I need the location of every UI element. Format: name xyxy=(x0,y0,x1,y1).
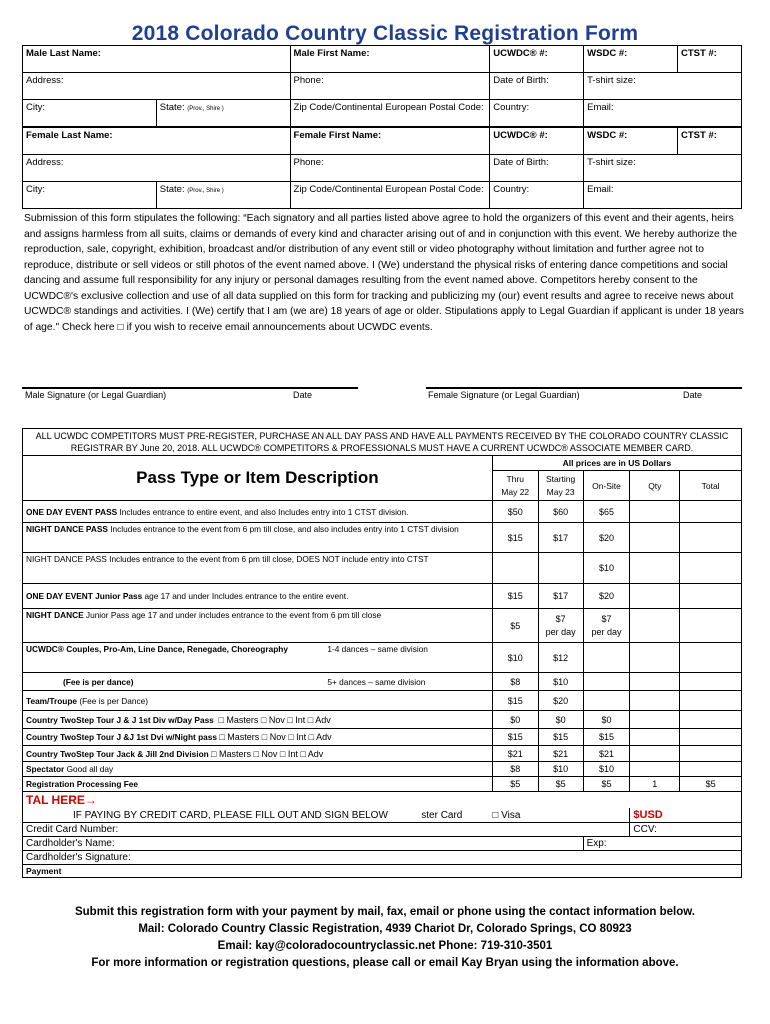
table-row xyxy=(23,729,742,746)
ccv-field[interactable]: CCV: xyxy=(630,823,742,837)
price-starting: $10 xyxy=(538,673,583,691)
contact-info xyxy=(0,904,770,972)
qty-cell[interactable]: 1 xyxy=(630,777,680,792)
female-country-field[interactable]: Country: xyxy=(490,182,584,209)
registration-notice: ALL UCWDC COMPETITORS MUST PRE-REGISTER, PURCHASE AN ALL DAY PASS AND HAVE ALL PAYMENTS RECEIVED BY THE COLORADO COUNTRY CLASSIC REGISTRAR BY June 20, 2018. ALL UCWDC® COMPETITORS & PROFESSIONALS MUST HAVE A CURRENT UCWDC® ASSOCIATE MEMBER CARD. xyxy=(23,429,742,456)
col-onsite-header: On-Site xyxy=(583,471,630,501)
division-checkboxes[interactable]: □ Masters □ Nov □ Int □ Adv xyxy=(211,748,324,759)
female-first-name-field[interactable]: Female First Name: xyxy=(290,127,490,155)
price-unit: per day xyxy=(545,626,576,637)
table-row xyxy=(23,777,742,792)
qty-cell[interactable] xyxy=(630,729,680,746)
male-ctst-field[interactable]: CTST #: xyxy=(678,46,742,73)
female-ucwdc-field[interactable]: UCWDC® #: xyxy=(490,127,584,155)
us-dollars-note: All prices are in US Dollars xyxy=(492,456,741,471)
male-ucwdc-field[interactable]: UCWDC® #: xyxy=(490,46,584,73)
col-total-header: Total xyxy=(680,471,742,501)
item-description xyxy=(23,501,493,523)
price-starting: $21 xyxy=(538,746,583,762)
price-thru xyxy=(492,553,538,584)
col-thru-line1: Thru xyxy=(506,473,524,484)
total-cell[interactable] xyxy=(680,609,742,643)
usd-label xyxy=(630,808,742,823)
table-row xyxy=(23,691,742,711)
price-thru: $15 xyxy=(492,729,538,746)
total-cell[interactable] xyxy=(680,746,742,762)
table-row xyxy=(23,673,742,691)
qty-cell[interactable] xyxy=(630,584,680,609)
item-description xyxy=(23,746,493,762)
division-checkboxes[interactable]: □ Masters □ Nov □ Int □ Adv xyxy=(218,714,331,725)
price-onsite: $65 xyxy=(583,501,630,523)
table-row xyxy=(23,609,742,643)
male-signature-label: Male Signature (or Legal Guardian) xyxy=(25,390,167,400)
item-detail: Includes entrance to entire event, and also Includes entry into 1 CTST division. xyxy=(117,506,409,517)
contact-line-1: Submit this registration form with your payment by mail, fax, email or phone using the contact information below. xyxy=(74,906,695,918)
grand-total-row xyxy=(23,792,742,809)
item-subdetail: 5+ dances – same division xyxy=(324,673,492,691)
total-cell[interactable] xyxy=(680,501,742,523)
item-name: NIGHT DANCE xyxy=(26,610,84,620)
state-hint: (Prov., Shire ) xyxy=(187,106,224,112)
male-tshirt-field[interactable]: T-shirt size: xyxy=(584,73,742,100)
male-first-name-field[interactable]: Male First Name: xyxy=(290,46,490,73)
item-description xyxy=(23,643,325,673)
price-onsite xyxy=(583,691,630,711)
total-cell[interactable] xyxy=(680,643,742,673)
price-thru: $10 xyxy=(492,643,538,673)
item-name: ONE DAY EVENT Junior Pass xyxy=(26,591,143,601)
col-starting-header xyxy=(538,471,583,501)
price-starting: $17 xyxy=(538,584,583,609)
female-email-field[interactable]: Email: xyxy=(584,182,742,209)
price-starting: $60 xyxy=(538,501,583,523)
table-row xyxy=(23,523,742,553)
price-starting xyxy=(538,609,583,643)
female-dob-field[interactable]: Date of Birth: xyxy=(490,155,584,182)
male-country-field[interactable]: Country: xyxy=(490,100,584,128)
female-signature-line[interactable] xyxy=(426,387,742,389)
item-description xyxy=(23,711,493,729)
contact-line-3: Email: kay@coloradocountryclassic.net Phone: 719-310-3501 xyxy=(217,940,553,952)
table-row xyxy=(23,746,742,762)
female-address-field[interactable]: Address: xyxy=(23,155,291,182)
item-name: ONE DAY EVENT PASS xyxy=(26,506,118,517)
qty-cell[interactable] xyxy=(630,691,680,711)
male-city-field[interactable]: City: xyxy=(23,100,157,128)
male-date-label: Date xyxy=(293,390,313,400)
table-row xyxy=(23,553,742,584)
form-title: 2018 Colorado Country Classic Registration Form xyxy=(131,22,639,45)
female-wsdc-field[interactable]: WSDC #: xyxy=(584,127,678,155)
male-dob-field[interactable]: Date of Birth: xyxy=(490,73,584,100)
table-row xyxy=(23,711,742,729)
price-onsite: $5 xyxy=(583,777,630,792)
price-starting: $15 xyxy=(538,729,583,746)
state-hint: (Prov., Shire ) xyxy=(187,188,224,194)
price-thru: $8 xyxy=(492,762,538,777)
contact-line-2: Mail: Colorado Country Classic Registration, 4939 Chariot Dr, Colorado Springs, CO 80923 xyxy=(138,923,632,935)
price-onsite: $20 xyxy=(583,584,630,609)
qty-cell[interactable] xyxy=(630,501,680,523)
item-description xyxy=(23,691,493,711)
male-email-field[interactable]: Email: xyxy=(584,100,742,128)
item-name: Team/Troupe xyxy=(26,695,78,706)
qty-cell[interactable] xyxy=(630,609,680,643)
price-thru: $50 xyxy=(492,501,538,523)
price-thru: $21 xyxy=(492,746,538,762)
total-cell[interactable] xyxy=(680,673,742,691)
item-name: Country TwoStep Tour Jack & Jill 2nd Division xyxy=(26,748,209,759)
price-thru: $15 xyxy=(492,523,538,553)
price-onsite: $0 xyxy=(583,711,630,729)
price-onsite xyxy=(583,609,630,643)
division-checkboxes[interactable]: □ Masters □ Nov □ Int □ Adv xyxy=(219,732,332,742)
female-signature-label: Female Signature (or Legal Guardian) xyxy=(428,390,580,400)
male-last-name-field[interactable]: Male Last Name: xyxy=(23,46,291,73)
price-starting: $0 xyxy=(538,711,583,729)
credit-note-text: IF PAYING BY CREDIT CARD, PLEASE FILL OUT AND SIGN BELOW xyxy=(73,809,388,821)
item-name: (Fee is per dance) xyxy=(63,676,134,687)
price-onsite: $21 xyxy=(583,746,630,762)
col-thru-header xyxy=(492,471,538,501)
price-thru: $15 xyxy=(492,584,538,609)
female-state-field[interactable] xyxy=(156,182,290,209)
item-description xyxy=(23,609,493,643)
female-tshirt-field[interactable]: T-shirt size: xyxy=(584,155,742,182)
col-start-line2: May 23 xyxy=(546,486,575,497)
total-cell[interactable] xyxy=(680,584,742,609)
col-start-line1: Starting xyxy=(545,473,576,484)
item-subdetail: 1-4 dances – same division xyxy=(324,643,492,673)
male-state-field[interactable] xyxy=(156,100,290,128)
item-detail: age 17 and under Includes entrance to the entire event. xyxy=(142,591,349,601)
qty-cell[interactable] xyxy=(630,553,680,584)
col-thru-line2: May 22 xyxy=(501,486,530,497)
pricing-table xyxy=(22,428,742,878)
female-phone-field[interactable]: Phone: xyxy=(290,155,490,182)
item-description xyxy=(23,729,493,746)
qty-cell[interactable] xyxy=(630,746,680,762)
total-cell[interactable] xyxy=(680,523,742,553)
item-detail: Junior Pass age 17 and under includes entrance to the event from 6 pm till close xyxy=(83,610,382,620)
male-phone-field[interactable]: Phone: xyxy=(290,73,490,100)
price-thru: $5 xyxy=(492,777,538,792)
pass-type-heading: Pass Type or Item Description xyxy=(23,456,493,501)
price-thru: $8 xyxy=(492,673,538,691)
qty-cell[interactable] xyxy=(630,711,680,729)
visa-option[interactable]: □ Visa xyxy=(492,808,630,823)
qty-cell[interactable] xyxy=(630,523,680,553)
price-onsite xyxy=(583,673,630,691)
price-starting: $17 xyxy=(538,523,583,553)
item-name: Country TwoStep Tour J &J 1st Dvi w/Night pass xyxy=(26,732,218,742)
col-qty-header: Qty xyxy=(630,471,680,501)
credit-card-note xyxy=(23,808,493,823)
female-last-name-field[interactable]: Female Last Name: xyxy=(23,127,291,155)
state-label: State: xyxy=(159,102,185,113)
price-onsite xyxy=(583,643,630,673)
exp-field[interactable]: Exp: xyxy=(583,837,741,851)
male-signature-line[interactable] xyxy=(22,387,358,389)
price-thru: $0 xyxy=(492,711,538,729)
contact-line-4: For more information or registration questions, please call or email Kay Bryan using the information above. xyxy=(91,957,679,969)
male-zip-field[interactable]: Zip Code/Continental European Postal Code: xyxy=(290,100,490,128)
price-starting xyxy=(538,553,583,584)
price-value: $7 xyxy=(601,613,612,624)
female-date-label: Date xyxy=(683,390,703,400)
item-name: Spectator xyxy=(26,764,65,774)
price-onsite: $10 xyxy=(583,553,630,584)
price-unit: per day xyxy=(591,626,622,637)
total-cell[interactable] xyxy=(680,729,742,746)
price-thru: $5 xyxy=(492,609,538,643)
female-zip-field[interactable]: Zip Code/Continental European Postal Code: xyxy=(290,182,490,209)
payment-label: Payment xyxy=(23,865,742,878)
item-description xyxy=(23,553,493,584)
card-number-field[interactable]: Credit Card Number: xyxy=(23,823,630,837)
male-wsdc-field[interactable]: WSDC #: xyxy=(584,46,678,73)
state-label: State: xyxy=(159,184,185,195)
item-name: UCWDC® Couples, Pro-Am, Line Dance, Renegade, Choreography xyxy=(26,644,288,654)
total-cell[interactable] xyxy=(680,691,742,711)
price-thru: $15 xyxy=(492,691,538,711)
item-detail: NIGHT DANCE PASS Includes entrance to the event from 6 pm till close, DOES NOT include entry into CTST xyxy=(26,554,429,564)
item-detail: Includes entrance to the event from 6 pm till close, and also includes entry into 1 CTST division xyxy=(107,524,459,534)
agreement-text: Submission of this form stipulates the following: “Each signatory and all parties listed above agree to hold the organizers of this event and their agents, heirs and assigns harmless from all suits, claims or demands of every kind and character arising out of and in conjunction with this event. We hereby authorize the reproduction, sale, copyright, exhibition, broadcast and/or distribution of any event still or video photography without limitation and further agree not to reproduce, distribute or sell videos or still photos of the event named above. I (We) understand the physical risks of entering dance competitions and social dancing and assume full responsibility for any injury or personal damages resulting from the event named above. Competitors hereby consent to the UCWDC®'s exclusive collection and use of all data supplied on this form for tracking and publicizing my (our) event results and agree to receive news about UCWDC® standings and activities. I (We) certify that I am (we are) 18 years of age or older. Stipulations apply to Legal Guardian if applicant is under 18 years of age." Check here □ if you wish to receive email announcements about UCWDC events. xyxy=(24,213,744,333)
item-name: Country TwoStep Tour J & J 1st Div w/Day Pass xyxy=(26,714,214,725)
item-detail: (Fee is per Dance) xyxy=(77,695,149,706)
registrant-info-table xyxy=(22,45,742,209)
qty-cell[interactable] xyxy=(630,762,680,777)
item-description xyxy=(23,777,493,792)
total-cell[interactable] xyxy=(680,553,742,584)
cardholder-name-field[interactable]: Cardholder's Name: xyxy=(23,837,584,851)
total-here-label: TAL HERE→ xyxy=(26,793,97,807)
table-row xyxy=(23,584,742,609)
item-description xyxy=(23,673,325,691)
item-description xyxy=(23,523,493,553)
table-row xyxy=(23,501,742,523)
item-name: NIGHT DANCE PASS xyxy=(26,524,108,534)
item-name: Registration Processing Fee xyxy=(26,779,139,789)
usd-text: $USD xyxy=(633,809,663,821)
price-starting: $5 xyxy=(538,777,583,792)
table-row xyxy=(23,762,742,777)
qty-cell[interactable] xyxy=(630,643,680,673)
item-detail: Good all day xyxy=(64,764,114,774)
mastercard-option[interactable]: ster Card xyxy=(421,809,463,821)
price-value: $7 xyxy=(555,613,566,624)
female-city-field[interactable]: City: xyxy=(23,182,157,209)
item-description xyxy=(23,584,493,609)
cardholder-signature-field[interactable]: Cardholder's Signature: xyxy=(23,851,742,865)
price-onsite: $10 xyxy=(583,762,630,777)
qty-cell[interactable] xyxy=(630,673,680,691)
price-starting: $20 xyxy=(538,691,583,711)
price-onsite: $20 xyxy=(583,523,630,553)
total-cell[interactable] xyxy=(680,711,742,729)
table-row xyxy=(23,643,742,673)
price-starting: $12 xyxy=(538,643,583,673)
total-cell[interactable] xyxy=(680,762,742,777)
price-onsite: $15 xyxy=(583,729,630,746)
price-starting: $10 xyxy=(538,762,583,777)
female-ctst-field[interactable]: CTST #: xyxy=(678,127,742,155)
total-cell[interactable]: $5 xyxy=(680,777,742,792)
male-address-field[interactable]: Address: xyxy=(23,73,291,100)
item-description xyxy=(23,762,493,777)
